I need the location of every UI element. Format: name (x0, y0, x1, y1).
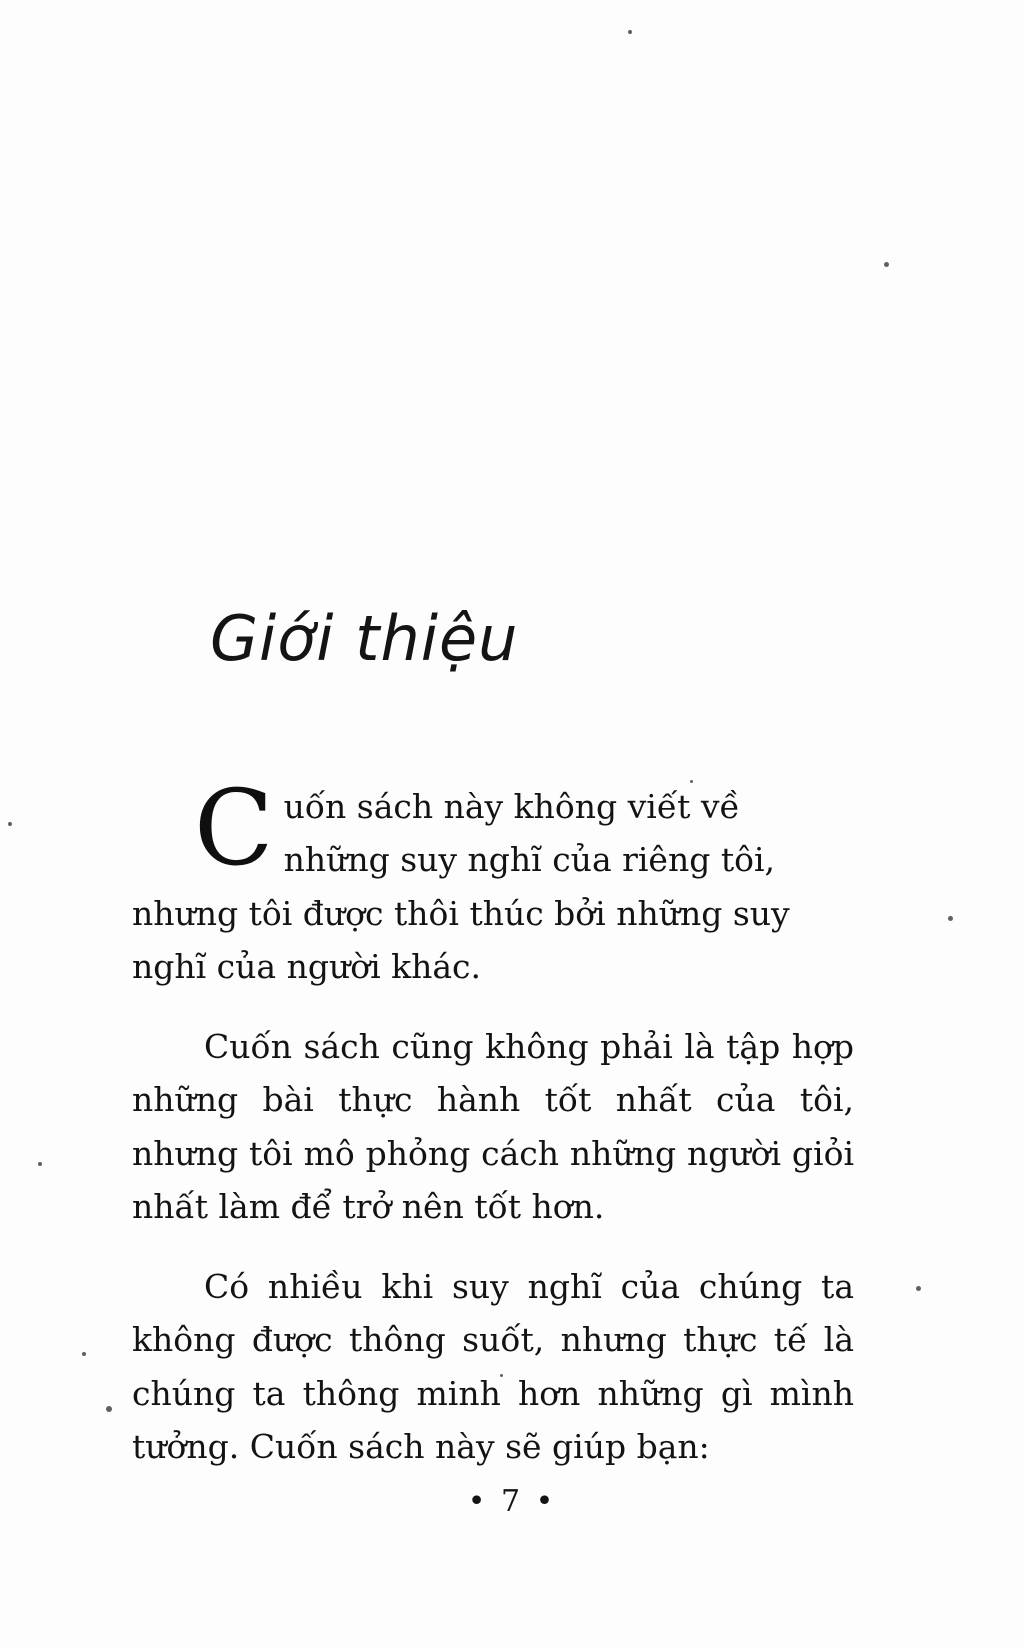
scan-speck (628, 30, 632, 34)
scan-speck (916, 1286, 921, 1291)
scan-speck (948, 916, 953, 921)
chapter-title: Giới thiệu (210, 601, 519, 675)
scan-speck (82, 1352, 86, 1356)
drop-cap: C (194, 767, 274, 889)
paragraph-3: Có nhiều khi suy nghĩ của chúng ta không được thông suốt, nhưng thực tế là chúng ta thông minh hơn những gì mình tưởng. Cuốn sách này sẽ giúp bạn: (132, 1266, 854, 1466)
paragraph-1-text: uốn sách này không viết về những suy nghĩ của riêng tôi, nhưng tôi được thôi thúc bởi những suy nghĩ của người khác. (132, 787, 790, 987)
scan-speck (38, 1162, 42, 1166)
body-text (132, 767, 854, 1499)
scan-speck (884, 262, 889, 267)
scan-speck (8, 822, 12, 826)
paragraph-2: Cuốn sách cũng không phải là tập hợp những bài thực hành tốt nhất của tôi, nhưng tôi mô phỏng cách những người giỏi nhất làm để trở nên tốt hơn. (132, 1026, 854, 1227)
page-number: • 7 • (467, 1484, 557, 1519)
scan-speck (106, 1406, 112, 1412)
paragraph-1 (132, 767, 854, 994)
